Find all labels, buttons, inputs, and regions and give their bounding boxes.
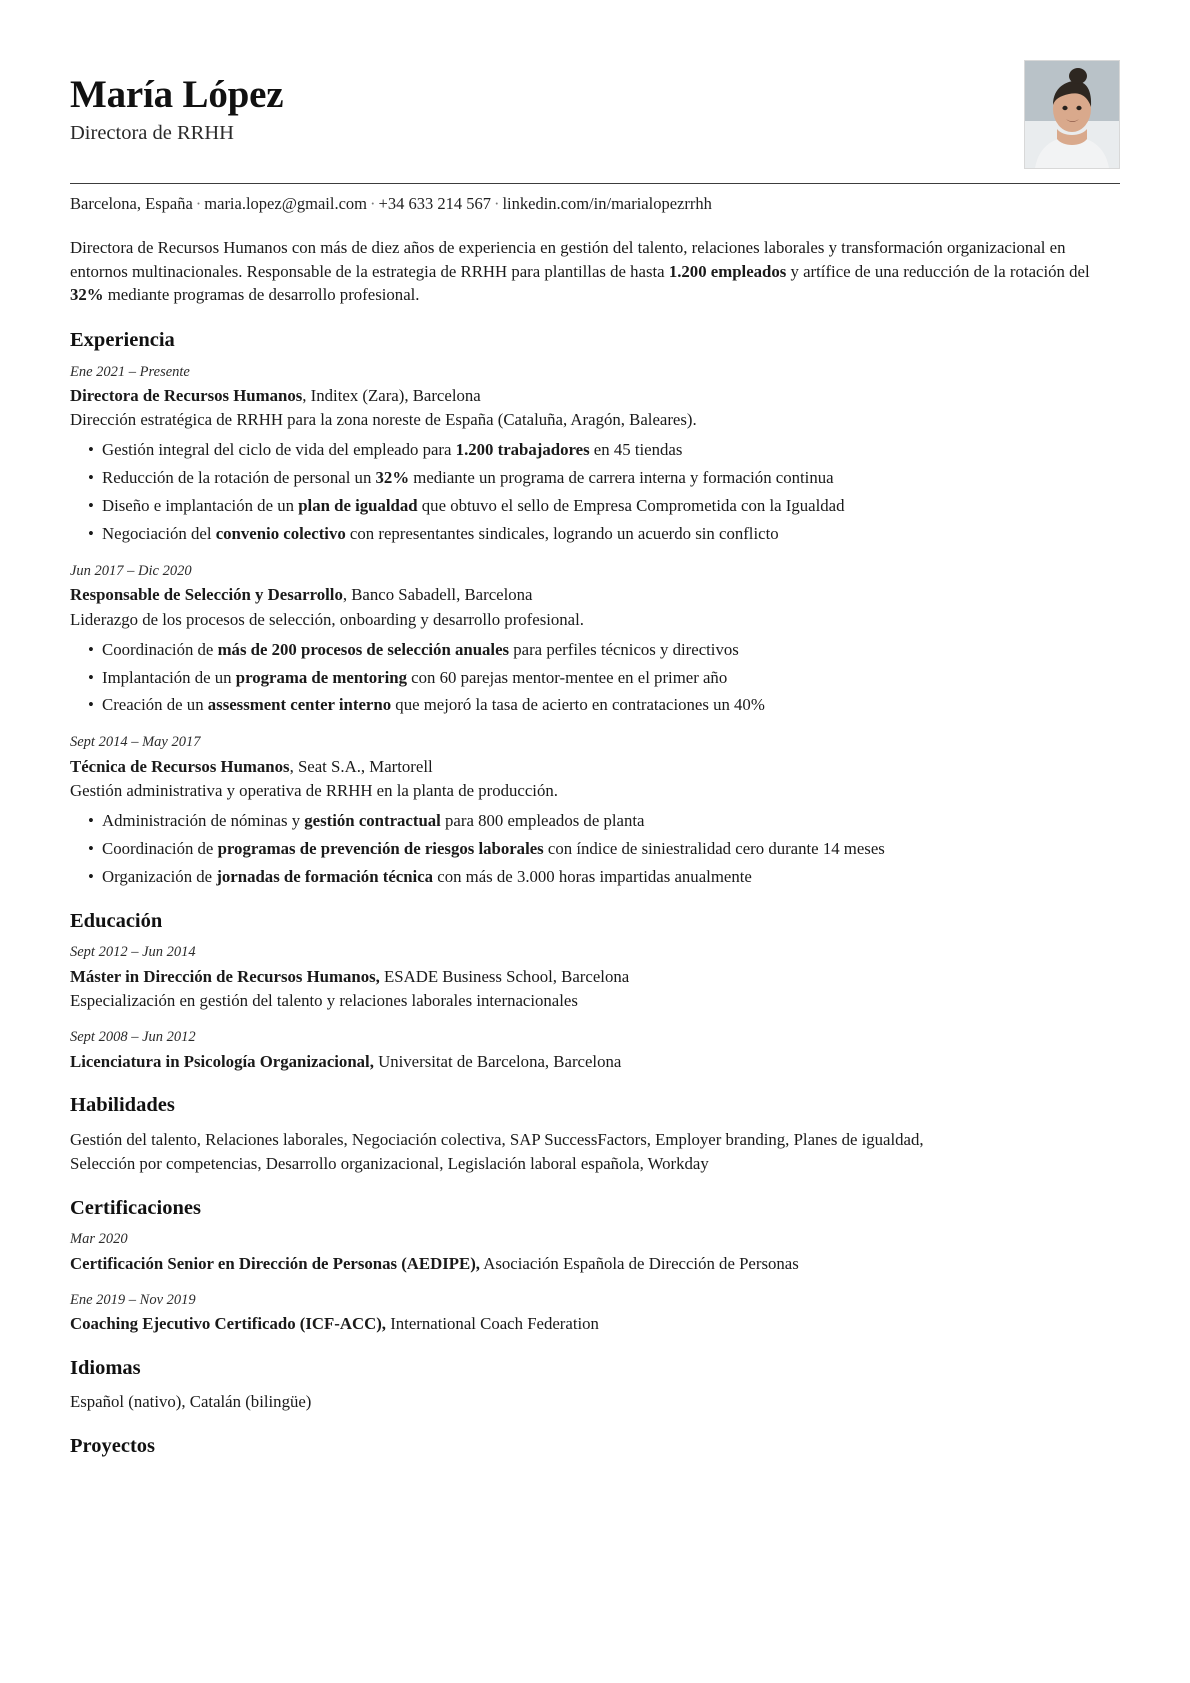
emphasis-text: programas de prevención de riesgos laborales: [217, 839, 544, 859]
bullet-item: [70, 837, 1120, 861]
body-text: con representantes sindicales, logrando un acuerdo sin conflicto: [345, 523, 779, 543]
section-certificaciones: [70, 1196, 1120, 1336]
professional-summary: [70, 236, 1120, 306]
body-text: Creación de un: [102, 695, 208, 715]
entry-bullet-list: [70, 638, 1120, 718]
section-title-proyectos: Proyectos: [70, 1434, 156, 1457]
emphasis-text: gestión contractual: [304, 811, 441, 831]
entry-heading: [70, 965, 1120, 988]
bullet-item: [70, 522, 1120, 546]
emphasis-text: 1.200 empleados: [668, 261, 787, 281]
section-idiomas: [70, 1356, 1120, 1414]
emphasis-text: jornadas de formación técnica: [216, 866, 434, 886]
section-title-experiencia: Experiencia: [70, 328, 175, 351]
body-text: Organización de: [102, 866, 217, 886]
section-title-certificaciones: Certificaciones: [70, 1196, 201, 1219]
candidate-headline: Directora de RRHH: [70, 122, 234, 145]
contact-item[interactable]: maria.lopez@gmail.com: [204, 194, 368, 213]
body-text: ESADE Business School, Barcelona: [379, 966, 630, 986]
contact-item: +34 633 214 567: [378, 194, 491, 213]
section-educacion: [70, 909, 1120, 1073]
bullet-item: [70, 638, 1120, 662]
body-text: que obtuvo el sello de Empresa Comprometida con la Igualdad: [417, 496, 845, 516]
emphasis-text: assessment center interno: [207, 695, 392, 715]
entry-date: Sept 2012 – Jun 2014: [70, 944, 196, 961]
body-text: Asociación Española de Dirección de Personas: [480, 1253, 799, 1273]
body-text: con índice de siniestralidad cero durante 14 meses: [543, 839, 885, 859]
section-experiencia: [70, 328, 1120, 889]
emphasis-text: convenio colectivo: [215, 523, 346, 543]
contact-line: [70, 193, 1120, 214]
entry-description: Gestión administrativa y operativa de RRHH en la planta de producción.: [70, 781, 558, 800]
body-text: Administración de nóminas y: [102, 811, 305, 831]
bullet-item: [70, 693, 1120, 717]
section-title-habilidades: Habilidades: [70, 1093, 175, 1116]
body-text: con más de 3.000 horas impartidas anualmente: [433, 866, 752, 886]
body-text: Coordinación de: [102, 839, 218, 859]
emphasis-text: Responsable de Selección y Desarrollo: [70, 585, 343, 605]
body-text: Universitat de Barcelona, Barcelona: [373, 1051, 622, 1071]
emphasis-text: Coaching Ejecutivo Certificado (ICF-ACC),: [70, 1314, 386, 1334]
entry: [70, 1291, 1120, 1336]
body-text: Coordinación de: [102, 639, 218, 659]
entry-heading: [70, 1050, 1120, 1073]
text-line: Selección por competencias, Desarrollo organizacional, Legislación laboral española, Workday: [70, 1154, 709, 1174]
emphasis-text: Técnica de Recursos Humanos: [70, 756, 290, 776]
section-body-habilidades: [70, 1128, 1120, 1176]
entry-date: Jun 2017 – Dic 2020: [70, 562, 192, 579]
contact-separator: ·: [195, 194, 202, 213]
entry-date: Sept 2014 – May 2017: [70, 734, 201, 751]
bullet-item: [70, 809, 1120, 833]
emphasis-text: Directora de Recursos Humanos: [70, 386, 303, 406]
emphasis-text: Licenciatura in Psicología Organizacional,: [70, 1051, 374, 1071]
entry: [70, 943, 1120, 1012]
bullet-item: [70, 865, 1120, 889]
entry-date: Sept 2008 – Jun 2012: [70, 1029, 196, 1046]
emphasis-text: plan de igualdad: [298, 496, 418, 516]
body-text: Implantación de un: [102, 667, 236, 687]
body-text: Reducción de la rotación de personal un: [102, 468, 376, 488]
body-text: para perfiles técnicos y directivos: [509, 639, 739, 659]
body-text: en 45 tiendas: [589, 440, 683, 460]
body-text: , Banco Sabadell, Barcelona: [342, 585, 533, 605]
entry-description: Liderazgo de los procesos de selección, onboarding y desarrollo profesional.: [70, 609, 584, 629]
entry: [70, 733, 1120, 888]
header-divider: [70, 183, 1120, 184]
entry-description: Especialización en gestión del talento y relaciones laborales internacionales: [70, 991, 578, 1011]
section-body-idiomas: [70, 1390, 1120, 1414]
entry-bullet-list: [70, 438, 1120, 545]
body-text: International Coach Federation: [386, 1314, 599, 1334]
entry-heading: [70, 384, 1120, 407]
section-habilidades: [70, 1093, 1120, 1176]
candidate-name: María López: [70, 73, 284, 116]
body-text: , Inditex (Zara), Barcelona: [302, 386, 481, 406]
entry: [70, 1230, 1120, 1275]
header-text-block: [70, 60, 283, 146]
emphasis-text: 32%: [70, 284, 104, 304]
body-text: Negociación del: [102, 523, 216, 543]
entry: [70, 363, 1120, 546]
body-text: mediante programas de desarrollo profesional.: [103, 284, 420, 304]
entry-date: Ene 2021 – Presente: [70, 363, 190, 380]
contact-separator: ·: [493, 194, 500, 213]
bullet-item: [70, 438, 1120, 462]
emphasis-text: 32%: [375, 468, 410, 488]
body-text: que mejoró la tasa de acierto en contrataciones un 40%: [391, 695, 765, 715]
entry-bullet-list: [70, 809, 1120, 889]
section-title-idiomas: Idiomas: [70, 1356, 141, 1379]
contact-item[interactable]: linkedin.com/in/marialopezrrhh: [502, 194, 712, 213]
resume-header: [70, 60, 1120, 169]
entry-date: Ene 2019 – Nov 2019: [70, 1291, 196, 1308]
emphasis-text: programa de mentoring: [235, 667, 407, 687]
bullet-item: [70, 494, 1120, 518]
emphasis-text: 1.200 trabajadores: [455, 440, 590, 460]
body-text: para 800 empleados de planta: [440, 811, 645, 831]
body-text: y artífice de una reducción de la rotación del: [786, 261, 1090, 281]
profile-photo: [1024, 60, 1120, 169]
body-text: Directora de Recursos Humanos con más de diez años de experiencia en gestión del talento, relaciones laborales y transformación organizacional en entornos multinacionales. Responsable de la estrategia de RRHH para plantillas de hasta: [70, 238, 1066, 281]
resume-sections: [70, 328, 1120, 1458]
entry-heading: [70, 755, 1120, 778]
body-text: con 60 parejas mentor-mentee en el primer año: [406, 667, 728, 687]
body-text: , Seat S.A., Martorell: [289, 756, 433, 776]
emphasis-text: más de 200 procesos de selección anuales: [217, 639, 510, 659]
body-text: Gestión integral del ciclo de vida del empleado para: [102, 440, 456, 460]
contact-separator: ·: [370, 194, 376, 213]
entry-date: Mar 2020: [70, 1231, 128, 1248]
entry-heading: [70, 583, 1120, 606]
section-proyectos: [70, 1434, 1120, 1459]
text-line: Gestión del talento, Relaciones laborales, Negociación colectiva, SAP SuccessFactors, Employer branding, Planes de igualdad,: [70, 1129, 924, 1149]
body-text: Diseño e implantación de un: [102, 496, 299, 516]
section-title-educacion: Educación: [70, 909, 163, 932]
entry: [70, 1028, 1120, 1073]
entry-heading: [70, 1252, 1120, 1275]
text-line: Español (nativo), Catalán (bilingüe): [70, 1392, 312, 1412]
contact-item: Barcelona, España: [70, 194, 193, 213]
entry-heading: [70, 1312, 1120, 1335]
emphasis-text: Máster in Dirección de Recursos Humanos,: [70, 966, 380, 986]
body-text: mediante un programa de carrera interna y formación continua: [409, 468, 834, 488]
bullet-item: [70, 666, 1120, 690]
emphasis-text: Certificación Senior en Dirección de Personas (AEDIPE),: [70, 1253, 480, 1273]
entry: [70, 562, 1120, 717]
bullet-item: [70, 466, 1120, 490]
entry-description: Dirección estratégica de RRHH para la zona noreste de España (Cataluña, Aragón, Baleares).: [70, 410, 697, 430]
